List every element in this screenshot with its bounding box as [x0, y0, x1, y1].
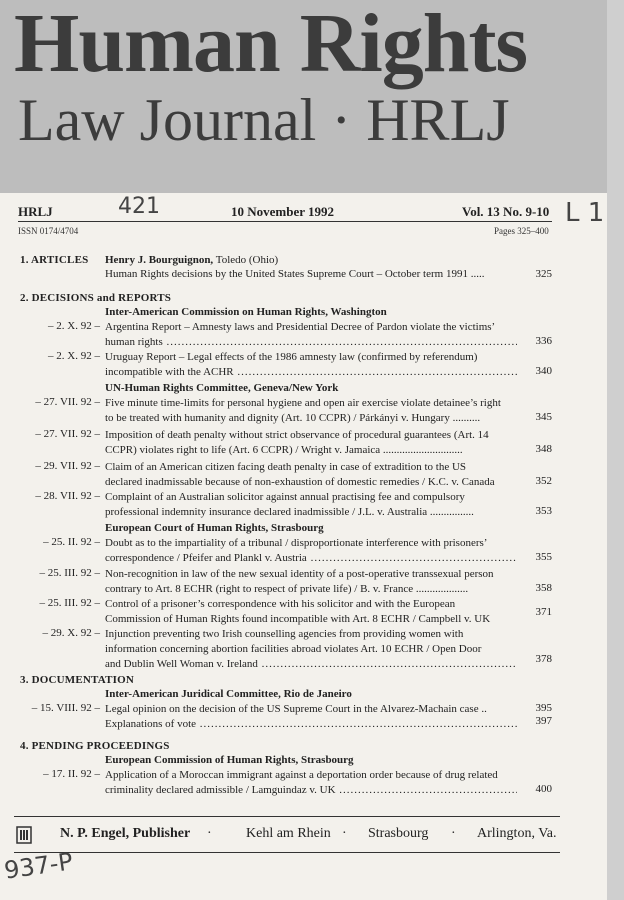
- org-heading: Inter-American Juridical Committee, Rio de Janeiro: [105, 688, 352, 700]
- entry-date: – 27. VII. 92 –: [35, 396, 100, 408]
- page-number: 371: [535, 606, 552, 618]
- org-heading: European Commission of Human Rights, Strasbourg: [105, 754, 354, 766]
- section-heading-articles: 1. ARTICLES: [20, 254, 89, 266]
- org-heading: European Court of Human Rights, Strasbourg: [105, 522, 324, 534]
- author-place: Toledo (Ohio): [213, 254, 279, 266]
- page-number: 352: [535, 475, 552, 487]
- publisher-logo-icon: [16, 826, 32, 844]
- issue-info-row: [18, 194, 552, 222]
- issue-date: 10 November 1992: [231, 204, 335, 219]
- page-number: 378: [535, 653, 552, 665]
- page-number: 358: [535, 582, 552, 594]
- journal-title-line2: Law Journal · HRLJ: [18, 87, 510, 153]
- page-number: 355: [535, 551, 552, 563]
- handwritten-mark: L 1: [565, 198, 605, 228]
- publisher-logo-graphic: [16, 826, 32, 844]
- page-number: 336: [535, 335, 552, 347]
- journal-header: [0, 0, 607, 193]
- page-number: 397: [535, 715, 552, 727]
- rule-divider: [18, 221, 552, 222]
- page-number: 325: [535, 268, 552, 280]
- entry-text: Argentina Report – Amnesty laws and Presidential Decree of Pardon violate the victims’ human rights .....: [105, 320, 517, 350]
- entry-date: – 29. VII. 92 –: [35, 460, 100, 472]
- entry-date: – 28. VII. 92 –: [35, 490, 100, 502]
- entry-text: Uruguay Report – Legal effects of the 1986 amnesty law (confirmed by referendum) incompatible with the ACHR .....: [105, 350, 517, 380]
- entry-text: Five minute time-limits for personal hygiene and open air exercise violate detainee’s right to be treated with humanity and dignity (Art. 10 CCPR) / Párkányi v. Hungary ..........: [105, 397, 501, 424]
- entry-text: Complaint of an Australian solicitor against annual practising fee and compulsory professional indemnity insurance declared inadmissible / J.L. v. Australia ................: [105, 491, 474, 518]
- org-heading: Inter-American Commission on Human Rights, Washington: [105, 306, 387, 318]
- handwritten-code: 937-P: [2, 847, 75, 885]
- publisher-city-arlington: Arlington, Va.: [477, 826, 557, 841]
- article-title: Human Rights decisions by the United States Supreme Court – October term 1991 .....: [105, 268, 485, 280]
- org-heading: UN-Human Rights Committee, Geneva/New York: [105, 382, 339, 394]
- page-number: 345: [535, 411, 552, 423]
- page-number: 353: [535, 505, 552, 517]
- entry-text: Application of a Moroccan immigrant against a deportation order because of drug related criminality declared admissible / Lamguindaz v. UK .....: [105, 768, 517, 798]
- footer-rule: [14, 852, 560, 853]
- article-author: [105, 254, 278, 266]
- page-number: 348: [535, 443, 552, 455]
- page-range: Pages 325–400: [494, 226, 549, 236]
- entry-text: Claim of an American citizen facing death penalty in case of extradition to the US declared inadmissable because of non-exhaustion of domestic remedies / K.C. v. Canada: [105, 461, 495, 488]
- entry-text: Imposition of death penalty without strict observance of procedural guarantees (Art. 14 CCPR) violates right to life (Art. 6 CCPR) / Wright v. Jamaica .............................: [105, 429, 489, 456]
- volume-number: Vol. 13 No. 9-10: [462, 204, 550, 219]
- entry-text: Non-recognition in law of the new sexual identity of a post-operative transsexual person contrary to Art. 8 ECHR (right to respect of private life) / B. v. France ...................: [105, 568, 494, 595]
- page-number: 340: [535, 365, 552, 377]
- entry-text: Injunction preventing two Irish counselling agencies from providing women with information concerning abortion facilities abroad violates Art. 10 ECHR / Open Door and Dublin Well Woman v. Ireland .....: [105, 627, 517, 672]
- journal-title-line1: Human Rights: [14, 0, 528, 90]
- entry-date: – 2. X. 92 –: [48, 320, 100, 332]
- publisher-name: N. P. Engel, Publisher: [60, 826, 191, 841]
- separator: ·: [451, 826, 456, 841]
- author-name: Henry J. Bourguignon,: [105, 254, 214, 266]
- entry-date: – 25. III. 92 –: [39, 567, 100, 579]
- section-heading-decisions: 2. DECISIONS and REPORTS: [20, 292, 172, 304]
- journal-abbr: HRLJ: [18, 204, 53, 219]
- entry-text: Legal opinion on the decision of the US Supreme Court in the Alvarez-Machain case .. Explanations of vote .....: [105, 702, 517, 732]
- page-number: 395: [535, 702, 552, 714]
- page-number: 400: [535, 783, 552, 795]
- entry-date: – 25. II. 92 –: [43, 536, 100, 548]
- publisher-city-strasbourg: Strasbourg: [368, 826, 429, 841]
- handwritten-number: 421: [118, 194, 160, 219]
- publisher-footer: [14, 822, 564, 852]
- entry-text: Doubt as to the impartiality of a tribunal / disproportionate interference with prisoners’ correspondence / Pfeifer and Plankl v. Austria .....: [105, 536, 517, 566]
- section-heading-documentation: 3. DOCUMENTATION: [20, 674, 135, 686]
- entry-text: Control of a prisoner’s correspondence with his solicitor and with the European Commission of Human Rights found incompatible with Art. 8 ECHR / Campbell v. UK: [105, 598, 491, 625]
- entry-date: – 15. VIII. 92 –: [31, 702, 100, 714]
- publisher-city-kehl: Kehl am Rhein: [246, 826, 331, 841]
- entry-date: – 2. X. 92 –: [48, 350, 100, 362]
- page-edge: [607, 0, 624, 900]
- entry-date: – 27. VII. 92 –: [35, 428, 100, 440]
- footer-rule: [14, 816, 560, 817]
- separator: ·: [207, 826, 212, 841]
- issn: ISSN 0174/4704: [18, 226, 79, 236]
- entry-date: – 17. II. 92 –: [43, 768, 100, 780]
- section-heading-pending: 4. PENDING PROCEEDINGS: [20, 740, 170, 752]
- entry-date: – 25. III. 92 –: [39, 597, 100, 609]
- entry-date: – 29. X. 92 –: [42, 627, 100, 639]
- separator: ·: [342, 826, 347, 841]
